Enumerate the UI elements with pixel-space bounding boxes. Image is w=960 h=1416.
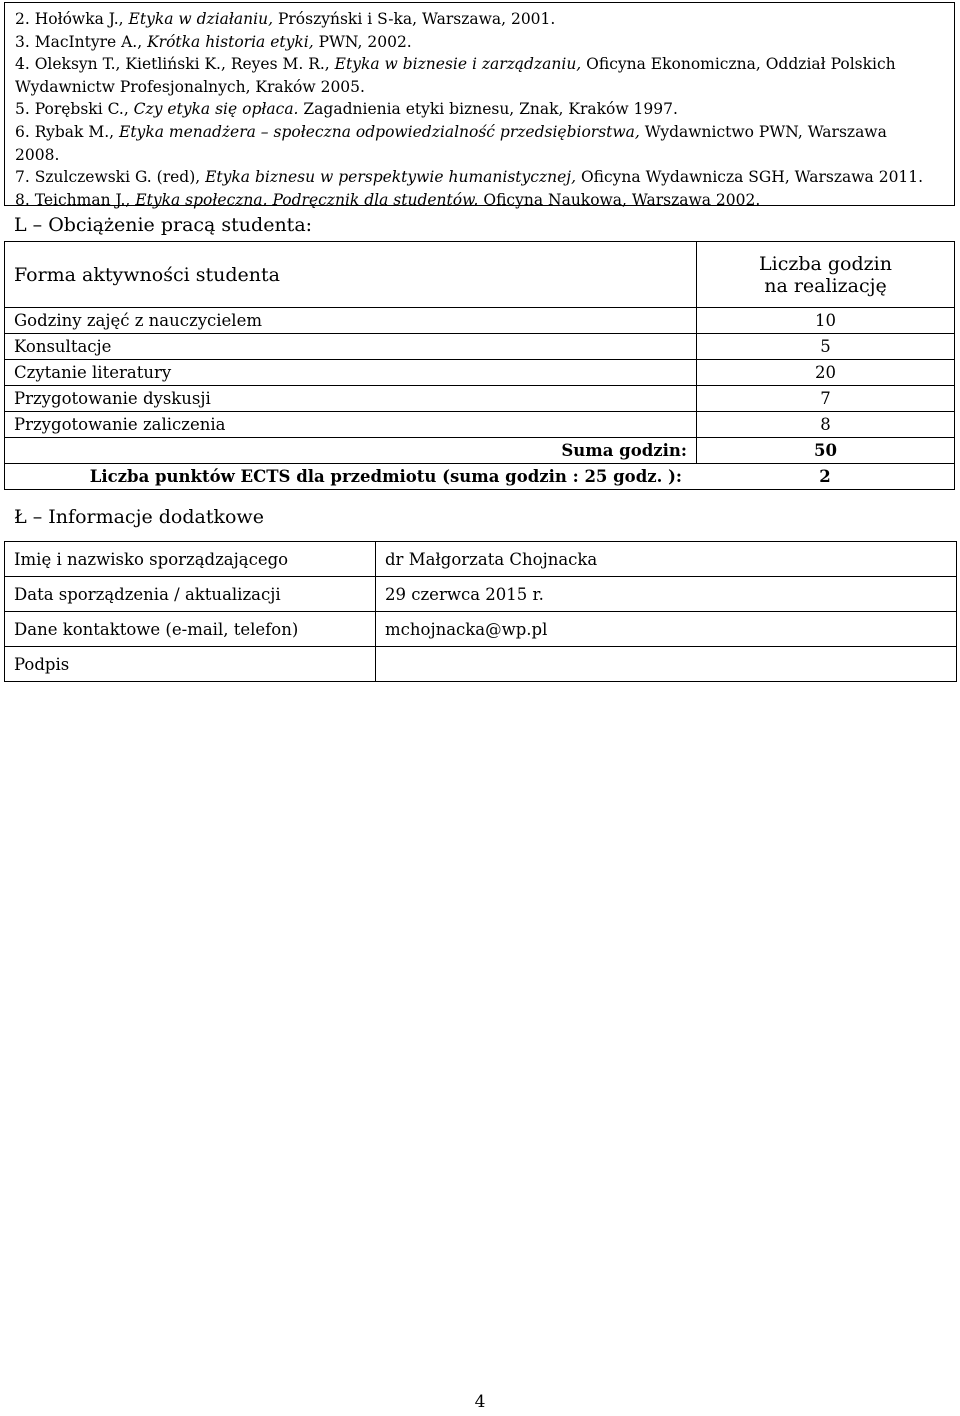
bibliography-item: 5. Porębski C., Czy etyka się opłaca. Zagadnienia etyki biznesu, Znak, Kraków 1997. <box>15 100 678 119</box>
bibliography-item: 4. Oleksyn T., Kietliński K., Reyes M. R., Etyka w biznesie i zarządzaniu, Oficyna Ekonomiczna, Oddział Polskich <box>15 55 896 74</box>
bibliography-item: 7. Szulczewski G. (red), Etyka biznesu w perspektywie humanistycznej, Oficyna Wydawnicza SGH, Warszawa 2011. <box>15 168 924 187</box>
info-table <box>4 541 957 682</box>
bibliography-item-continued: 2008. <box>15 145 60 164</box>
activity-column-header: Forma aktywności studenta <box>5 242 697 308</box>
bibliography-item: 8. Teichman J., Etyka społeczna. Podręcznik dla studentów. Oficyna Naukowa, Warszawa 2002. <box>15 190 761 209</box>
ects-value: 2 <box>819 467 831 486</box>
info-value: mchojnacka@wp.pl <box>376 612 957 647</box>
sum-value: 50 <box>697 438 955 464</box>
page-number: 4 <box>474 1392 486 1412</box>
table-row <box>5 412 955 438</box>
sum-label: Suma godzin: <box>5 438 697 464</box>
hours-value: 10 <box>697 308 955 334</box>
info-value <box>376 647 957 682</box>
activity-label: Czytanie literatury <box>5 360 697 386</box>
ects-cell <box>5 464 955 490</box>
hours-column-header: Liczba godzin na realizację <box>697 242 955 308</box>
info-section-title: Ł – Informacje dodatkowe <box>14 506 264 528</box>
hours-value: 5 <box>697 334 955 360</box>
activity-label: Przygotowanie zaliczenia <box>5 412 697 438</box>
table-row <box>5 542 957 577</box>
info-value: 29 czerwca 2015 r. <box>376 577 957 612</box>
table-row <box>5 308 955 334</box>
info-label: Data sporządzenia / aktualizacji <box>5 577 376 612</box>
table-row <box>5 577 957 612</box>
activity-label: Przygotowanie dyskusji <box>5 386 697 412</box>
bibliography-item: 6. Rybak M., Etyka menadżera – społeczna odpowiedzialność przedsiębiorstwa, Wydawnictwo PWN, Warszawa <box>15 122 887 141</box>
bibliography-item: 3. MacIntyre A., Krótka historia etyki, PWN, 2002. <box>15 32 412 51</box>
bibliography-item: 2. Hołówka J., Etyka w działaniu, Prószyński i S-ka, Warszawa, 2001. <box>15 10 556 28</box>
ects-label: Liczba punktów ECTS dla przedmiotu (suma godzin : 25 godz. ): <box>89 467 682 486</box>
table-row <box>5 360 955 386</box>
hours-value: 8 <box>697 412 955 438</box>
hours-value: 20 <box>697 360 955 386</box>
sum-row <box>5 438 955 464</box>
activity-label: Konsultacje <box>5 334 697 360</box>
table-row <box>5 386 955 412</box>
workload-table <box>4 241 955 490</box>
bibliography-item-continued: Wydawnictw Profesjonalnych, Kraków 2005. <box>15 77 365 96</box>
activity-label: Godziny zajęć z nauczycielem <box>5 308 697 334</box>
hours-value: 7 <box>697 386 955 412</box>
info-label: Imię i nazwisko sporządzającego <box>5 542 376 577</box>
table-row <box>5 334 955 360</box>
ects-row <box>5 464 955 490</box>
info-value: dr Małgorzata Chojnacka <box>376 542 957 577</box>
ects-line <box>5 467 954 486</box>
table-row <box>5 612 957 647</box>
bibliography-box <box>4 2 955 209</box>
workload-section-title: L – Obciążenie pracą studenta: <box>14 214 313 236</box>
table-row <box>5 647 957 682</box>
info-label: Podpis <box>5 647 376 682</box>
info-label: Dane kontaktowe (e-mail, telefon) <box>5 612 376 647</box>
workload-header-row <box>5 242 955 308</box>
